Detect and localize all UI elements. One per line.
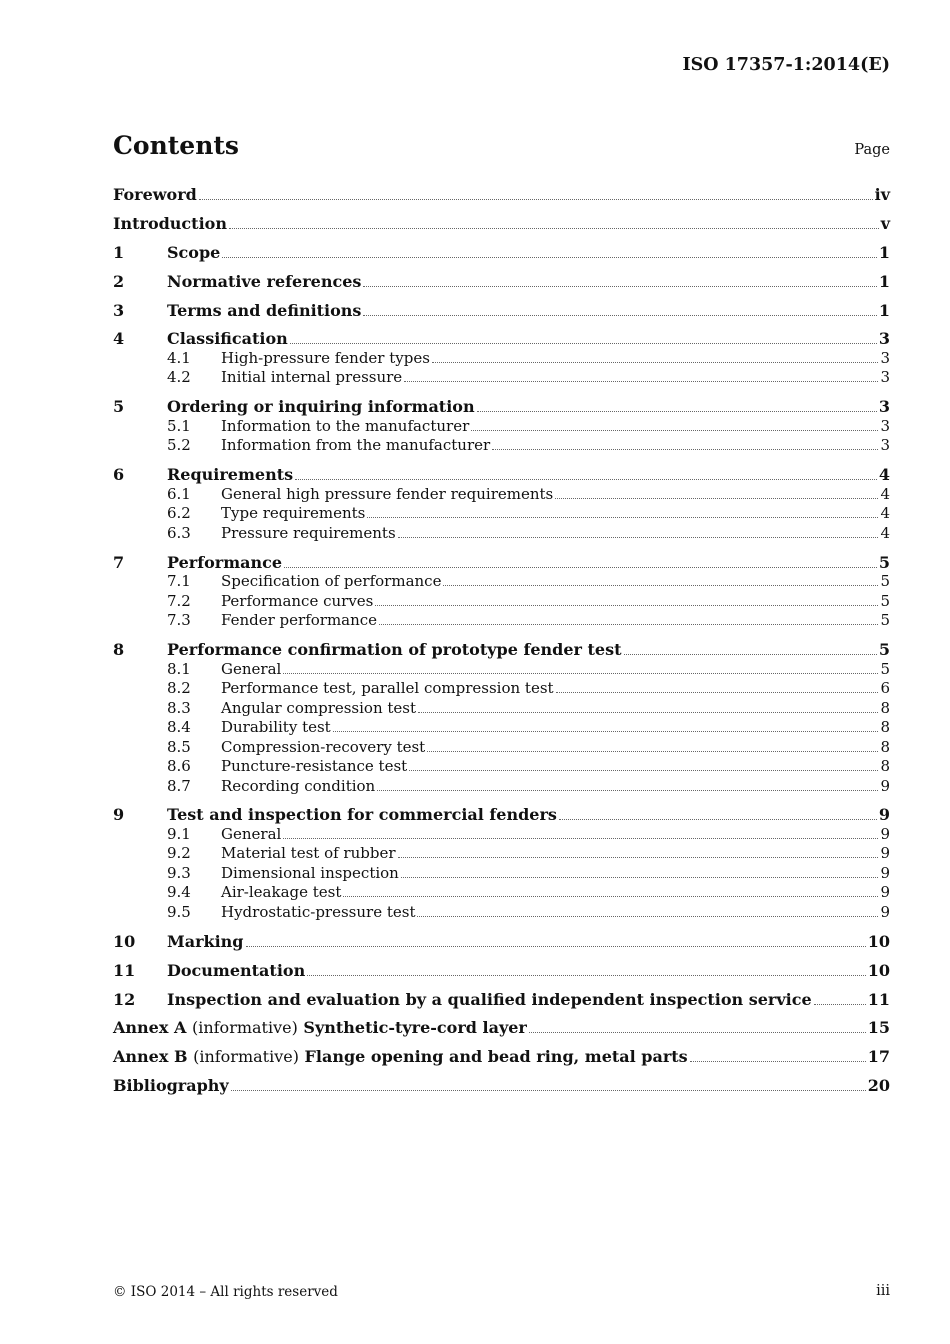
toc-entry-label: Terms and definitions — [167, 300, 362, 320]
toc-entry-label: General high pressure fender requirements — [221, 484, 554, 503]
toc-entry[interactable] — [113, 436, 890, 456]
dot-leader — [398, 857, 879, 858]
toc-entry-number: 9.3 — [167, 863, 191, 882]
toc-entry-title — [167, 932, 244, 952]
dot-leader — [690, 1061, 866, 1062]
dot-leader — [367, 517, 878, 518]
toc-entry[interactable] — [113, 640, 890, 660]
toc-entry-number: 7.2 — [167, 591, 191, 610]
toc-entry-label: Pressure requirements — [221, 523, 396, 542]
toc-entry-number: 8.5 — [167, 737, 191, 756]
toc-entry-label: Performance — [167, 552, 283, 572]
toc-entry-page: 20 — [867, 1076, 890, 1096]
toc-entry-page: 4 — [880, 523, 890, 542]
table-of-contents — [113, 185, 890, 1096]
toc-entry-number: 7.3 — [167, 611, 191, 630]
toc-entry-title — [113, 185, 197, 205]
toc-entry-title — [167, 553, 282, 573]
toc-entry[interactable] — [113, 368, 890, 388]
toc-entry-number: 8 — [113, 640, 125, 660]
toc-entry[interactable] — [113, 214, 890, 234]
toc-entry-page: 5 — [880, 591, 890, 610]
toc-entry[interactable] — [113, 805, 890, 825]
toc-entry-number: 9.5 — [167, 902, 191, 921]
toc-entry-title — [221, 883, 341, 903]
toc-entry-number: 6.2 — [167, 504, 191, 523]
dot-leader — [290, 343, 877, 344]
toc-entry[interactable] — [113, 485, 890, 505]
toc-entry-title — [221, 660, 281, 680]
toc-entry[interactable] — [113, 825, 890, 845]
toc-entry-number: 8.7 — [167, 776, 191, 795]
toc-entry-label: Test and inspection for commercial fenders — [167, 805, 557, 825]
dot-leader — [404, 381, 878, 382]
toc-entry[interactable] — [113, 1018, 890, 1038]
dot-leader — [556, 692, 879, 693]
toc-entry-number: 5.1 — [167, 416, 191, 435]
toc-entry[interactable] — [113, 903, 890, 923]
toc-entry-number: 1 — [113, 242, 125, 262]
toc-entry[interactable] — [113, 592, 890, 612]
toc-entry-number: 8.1 — [167, 659, 191, 678]
toc-entry-page: 5 — [880, 572, 890, 591]
toc-entry-number: 2 — [113, 271, 125, 291]
dot-leader — [199, 199, 873, 200]
toc-entry-label: Recording condition — [221, 776, 376, 795]
toc-entry-title — [221, 757, 407, 777]
toc-entry-page: 10 — [867, 931, 890, 951]
toc-entry-label: Foreword — [113, 185, 197, 204]
toc-entry-label: High-pressure fender types — [221, 348, 430, 367]
toc-entry[interactable] — [113, 572, 890, 592]
toc-entry[interactable] — [113, 524, 890, 544]
toc-entry-label: Requirements — [167, 465, 294, 485]
toc-entry-title — [113, 214, 227, 234]
dot-leader — [283, 673, 878, 674]
toc-entry-label: Puncture-resistance test — [221, 757, 408, 776]
toc-entry[interactable] — [113, 990, 890, 1010]
dot-leader — [283, 838, 878, 839]
toc-entry-label: Ordering or inquiring information — [167, 397, 475, 417]
toc-entry-note: (informative) — [191, 1018, 298, 1038]
toc-entry[interactable] — [113, 699, 890, 719]
dot-leader — [363, 315, 876, 316]
dot-leader — [409, 770, 878, 771]
toc-entry[interactable] — [113, 397, 890, 417]
toc-entry[interactable] — [113, 417, 890, 437]
dot-leader — [379, 624, 878, 625]
toc-entry-label: General — [221, 659, 282, 678]
toc-entry[interactable] — [113, 465, 890, 485]
toc-entry-page: 17 — [867, 1047, 890, 1067]
toc-entry-number: 6 — [113, 465, 125, 485]
toc-entry-label: Fender performance — [221, 611, 378, 630]
toc-entry-number: 4 — [113, 329, 125, 349]
dot-leader — [418, 712, 878, 713]
toc-entry-label: Introduction — [113, 213, 227, 233]
toc-entry[interactable] — [113, 883, 890, 903]
toc-entry[interactable] — [113, 243, 890, 263]
dot-leader — [363, 286, 876, 287]
dot-leader — [222, 257, 877, 258]
toc-entry-title — [221, 504, 365, 524]
dot-leader — [401, 877, 879, 878]
toc-entry-title — [167, 805, 557, 825]
toc-entry[interactable] — [113, 272, 890, 292]
toc-entry[interactable] — [113, 349, 890, 369]
copyright-notice: © ISO 2014 – All rights reserved — [113, 1284, 338, 1300]
toc-entry-label: Information from the manufacturer — [221, 436, 491, 455]
toc-entry-label: Marking — [167, 931, 244, 951]
toc-entry-title — [221, 777, 375, 797]
toc-entry[interactable] — [113, 1047, 890, 1067]
toc-entry-page: 5 — [878, 552, 890, 572]
toc-entry-number: 9 — [113, 805, 125, 825]
toc-entry-title — [167, 272, 361, 292]
dot-leader — [624, 654, 877, 655]
toc-entry-label: Dimensional inspection — [221, 863, 399, 882]
toc-entry-title — [221, 485, 553, 505]
toc-entry-page: 1 — [878, 300, 890, 320]
toc-entry-page: 9 — [880, 824, 890, 843]
dot-leader — [398, 537, 879, 538]
dot-leader — [529, 1032, 866, 1033]
toc-entry-number: 3 — [113, 300, 125, 320]
toc-entry-number: 12 — [113, 989, 136, 1009]
toc-entry-label: Annex A — [113, 1018, 187, 1038]
toc-entry[interactable] — [113, 864, 890, 884]
toc-entry-title — [221, 864, 399, 884]
toc-entry-page: 8 — [880, 757, 890, 776]
toc-entry-page: 15 — [867, 1018, 890, 1038]
toc-entry-number: 11 — [113, 960, 136, 980]
toc-entry-page: 1 — [878, 271, 890, 291]
toc-entry-page: 9 — [880, 776, 890, 795]
toc-entry-label: Type requirements — [221, 504, 366, 523]
toc-entry-label: Information to the manufacturer — [221, 416, 470, 435]
toc-entry-number: 6.3 — [167, 523, 191, 542]
toc-entry-label: Normative references — [167, 271, 362, 291]
dot-leader — [229, 228, 879, 229]
toc-entry-title — [113, 1018, 527, 1038]
toc-entry-label: Air-leakage test — [221, 883, 342, 902]
dot-leader — [333, 731, 879, 732]
toc-entry-number: 8.4 — [167, 718, 191, 737]
toc-entry-label: Specification of performance — [221, 572, 442, 591]
toc-entry[interactable] — [113, 660, 890, 680]
toc-entry-title — [221, 844, 396, 864]
toc-entry-page: 3 — [880, 348, 890, 367]
toc-entry-page: 4 — [878, 465, 890, 485]
toc-entry-title — [167, 397, 475, 417]
toc-entry[interactable] — [113, 611, 890, 631]
toc-entry-title — [167, 329, 288, 349]
toc-entry[interactable] — [113, 738, 890, 758]
toc-entry-number: 10 — [113, 931, 136, 951]
toc-entry-title — [221, 436, 490, 456]
toc-entry-title — [167, 301, 361, 321]
dot-leader — [814, 1004, 866, 1005]
toc-entry-label: Annex B — [113, 1047, 188, 1067]
toc-entry-title — [221, 592, 373, 612]
toc-entry-title — [167, 243, 220, 263]
toc-entry-title — [221, 699, 416, 719]
toc-entry-title — [221, 349, 430, 369]
toc-entry-page: 10 — [867, 960, 890, 980]
toc-entry-title — [113, 1047, 688, 1067]
toc-entry-number: 8.6 — [167, 757, 191, 776]
dot-leader — [432, 362, 879, 363]
toc-entry-page: 9 — [880, 902, 890, 921]
toc-entry[interactable] — [113, 961, 890, 981]
toc-entry-page: 5 — [880, 611, 890, 630]
toc-entry-page: 3 — [878, 329, 890, 349]
dot-leader — [284, 567, 877, 568]
toc-entry[interactable] — [113, 679, 890, 699]
dot-leader — [443, 585, 878, 586]
toc-entry-label: Angular compression test — [221, 698, 417, 717]
toc-entry-page: 8 — [880, 718, 890, 737]
toc-entry[interactable] — [113, 1076, 890, 1096]
toc-entry-label: Inspection and evaluation by a qualified independent inspection service — [167, 989, 812, 1009]
toc-entry-number: 7 — [113, 552, 125, 572]
toc-entry[interactable] — [113, 932, 890, 952]
toc-entry-title — [221, 611, 377, 631]
toc-entry-page: 9 — [878, 805, 890, 825]
toc-entry-number: 9.1 — [167, 824, 191, 843]
dot-leader — [231, 1090, 866, 1091]
toc-entry-number: 5 — [113, 397, 125, 417]
toc-entry-page: 11 — [867, 989, 890, 1009]
toc-entry-title — [221, 738, 425, 758]
dot-leader — [343, 896, 878, 897]
toc-entry-label: General — [221, 824, 282, 843]
page-column-label: Page — [854, 142, 890, 158]
toc-entry-title — [221, 679, 554, 699]
dot-leader — [555, 498, 878, 499]
toc-entry-number: 5.2 — [167, 436, 191, 455]
toc-entry-number: 8.2 — [167, 679, 191, 698]
page-title: Contents — [113, 131, 240, 160]
toc-entry-title — [167, 961, 305, 981]
standard-id: ISO 17357-1:2014(E) — [682, 55, 890, 75]
dot-leader — [307, 975, 866, 976]
toc-entry-label: Material test of rubber — [221, 844, 396, 863]
dot-leader — [477, 411, 877, 412]
toc-entry-number: 8.3 — [167, 698, 191, 717]
toc-entry[interactable] — [113, 718, 890, 738]
dot-leader — [559, 819, 877, 820]
toc-entry-title — [167, 990, 812, 1010]
toc-entry-title — [221, 825, 281, 845]
toc-entry-number: 9.2 — [167, 844, 191, 863]
toc-entry-number: 4.2 — [167, 368, 191, 387]
toc-entry-page: iv — [874, 185, 890, 204]
page-number: iii — [876, 1283, 890, 1299]
toc-entry-title — [221, 903, 415, 923]
toc-entry-subtitle: Synthetic-tyre-cord layer — [303, 1018, 527, 1038]
toc-entry-note: (informative) — [193, 1047, 299, 1067]
toc-entry[interactable] — [113, 777, 890, 797]
dot-leader — [377, 790, 878, 791]
dot-leader — [375, 605, 878, 606]
toc-entry-label: Classification — [167, 329, 288, 349]
toc-entry-page: 1 — [878, 242, 890, 262]
toc-entry-page: 5 — [878, 640, 890, 660]
dot-leader — [417, 916, 878, 917]
toc-entry-title — [167, 640, 622, 660]
toc-entry-page: 8 — [880, 698, 890, 717]
toc-entry-title — [221, 572, 441, 592]
toc-entry-number: 4.1 — [167, 348, 191, 367]
toc-entry-page: 6 — [880, 679, 890, 698]
toc-entry-page: 8 — [880, 737, 890, 756]
dot-leader — [295, 479, 877, 480]
toc-entry-title — [221, 417, 469, 437]
toc-entry-label: Hydrostatic-pressure test — [221, 902, 416, 921]
toc-entry-page: 3 — [880, 436, 890, 455]
toc-entry-page: 3 — [878, 397, 890, 417]
toc-entry-label: Scope — [167, 242, 221, 262]
toc-entry-page: v — [880, 213, 890, 233]
toc-entry-label: Performance confirmation of prototype fender test — [167, 640, 622, 660]
toc-entry[interactable] — [113, 329, 890, 349]
toc-entry-page: 9 — [880, 883, 890, 902]
toc-entry-label: Initial internal pressure — [221, 368, 403, 387]
toc-entry[interactable] — [113, 301, 890, 321]
toc-entry-title — [221, 524, 396, 544]
toc-entry-page: 3 — [880, 416, 890, 435]
toc-entry-page: 4 — [880, 484, 890, 503]
toc-entry-label: Bibliography — [113, 1076, 229, 1096]
dot-leader — [246, 946, 866, 947]
toc-entry-page: 9 — [880, 863, 890, 882]
toc-entry-label: Compression-recovery test — [221, 737, 426, 756]
toc-entry-number: 9.4 — [167, 883, 191, 902]
toc-entry-number: 6.1 — [167, 484, 191, 503]
toc-entry[interactable] — [113, 757, 890, 777]
toc-entry-page: 3 — [880, 368, 890, 387]
toc-entry[interactable] — [113, 504, 890, 524]
toc-entry-label: Durability test — [221, 718, 331, 737]
toc-entry-label: Performance test, parallel compression test — [221, 679, 554, 698]
dot-leader — [471, 430, 878, 431]
toc-entry[interactable] — [113, 844, 890, 864]
toc-entry-label: Documentation — [167, 960, 306, 980]
toc-entry-subtitle: Flange opening and bead ring, metal parts — [304, 1047, 688, 1067]
toc-entry-title — [167, 465, 293, 485]
toc-entry-title — [113, 1076, 229, 1096]
toc-entry-number: 7.1 — [167, 572, 191, 591]
toc-entry[interactable] — [113, 185, 890, 205]
toc-entry-page: 4 — [880, 504, 890, 523]
toc-entry[interactable] — [113, 553, 890, 573]
dot-leader — [427, 751, 878, 752]
toc-entry-title — [221, 718, 331, 738]
toc-entry-page: 5 — [880, 659, 890, 678]
toc-entry-title — [221, 368, 402, 388]
dot-leader — [492, 449, 878, 450]
toc-entry-label: Performance curves — [221, 591, 374, 610]
toc-entry-page: 9 — [880, 844, 890, 863]
